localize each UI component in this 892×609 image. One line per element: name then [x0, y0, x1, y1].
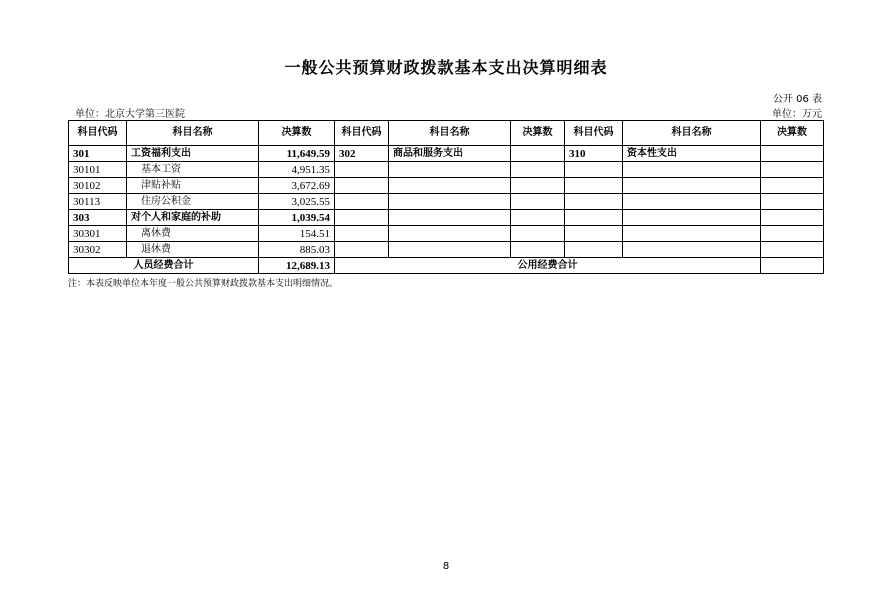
code-cell: 303 [69, 210, 127, 226]
header-cell: 科目名称 [127, 121, 259, 146]
value-cell [761, 146, 824, 162]
code-cell: 302 [335, 146, 389, 162]
name-cell: 工资福利支出 [127, 146, 259, 162]
value-cell [511, 194, 565, 210]
value-cell [761, 210, 824, 226]
value-cell [761, 242, 824, 258]
header-cell: 科目名称 [389, 121, 511, 146]
value-cell [511, 178, 565, 194]
value-cell: 3,025.55 [259, 194, 335, 210]
table-row [69, 194, 824, 210]
value-cell [761, 162, 824, 178]
code-cell [335, 210, 389, 226]
value-cell: 4,951.35 [259, 162, 335, 178]
name-cell [389, 178, 511, 194]
name-cell: 离休费 [127, 226, 259, 242]
value-cell [511, 162, 565, 178]
value-cell: 885.03 [259, 242, 335, 258]
name-cell [389, 162, 511, 178]
name-cell: 退休费 [127, 242, 259, 258]
code-cell [335, 226, 389, 242]
table-row [69, 178, 824, 194]
table-header-row [69, 121, 824, 146]
table-row [69, 146, 824, 162]
unit-name: 单位：北京大学第三医院 [75, 109, 185, 120]
header-cell: 科目代码 [335, 121, 389, 146]
form-number: 公开 06 表 [772, 94, 822, 105]
table-row [69, 162, 824, 178]
header-cell: 决算数 [511, 121, 565, 146]
name-cell [623, 162, 761, 178]
value-cell [511, 242, 565, 258]
value-cell [511, 226, 565, 242]
value-cell [511, 146, 565, 162]
table-row [69, 242, 824, 258]
table-row [69, 226, 824, 242]
name-cell [389, 194, 511, 210]
name-cell [389, 242, 511, 258]
header-cell: 决算数 [761, 121, 824, 146]
personnel-total-value: 12,689.13 [259, 258, 335, 274]
name-cell [623, 242, 761, 258]
value-cell: 1,039.54 [259, 210, 335, 226]
table-row [69, 210, 824, 226]
personnel-total-label: 人员经费合计 [69, 258, 259, 274]
code-cell: 310 [565, 146, 623, 162]
code-cell [565, 242, 623, 258]
value-cell [761, 178, 824, 194]
name-cell [623, 194, 761, 210]
value-cell [761, 226, 824, 242]
name-cell: 基本工资 [127, 162, 259, 178]
name-cell [389, 210, 511, 226]
page-number: 8 [442, 561, 450, 572]
code-cell [335, 162, 389, 178]
code-cell [565, 210, 623, 226]
name-cell [623, 226, 761, 242]
code-cell: 30101 [69, 162, 127, 178]
code-cell: 30113 [69, 194, 127, 210]
header-cell: 决算数 [259, 121, 335, 146]
name-cell [389, 226, 511, 242]
name-cell: 津贴补贴 [127, 178, 259, 194]
header-cell: 科目代码 [565, 121, 623, 146]
name-cell [623, 210, 761, 226]
public-total-value [761, 258, 824, 274]
totals-row [69, 258, 824, 274]
currency-unit: 单位：万元 [772, 109, 822, 120]
value-cell: 154.51 [259, 226, 335, 242]
value-cell [761, 194, 824, 210]
expenditure-table [68, 120, 824, 274]
code-cell [565, 178, 623, 194]
name-cell: 资本性支出 [623, 146, 761, 162]
value-cell [511, 210, 565, 226]
code-cell: 30301 [69, 226, 127, 242]
code-cell [335, 194, 389, 210]
code-cell [565, 162, 623, 178]
code-cell [335, 242, 389, 258]
code-cell: 301 [69, 146, 127, 162]
name-cell [623, 178, 761, 194]
code-cell: 30102 [69, 178, 127, 194]
value-cell: 3,672.69 [259, 178, 335, 194]
header-cell: 科目代码 [69, 121, 127, 146]
code-cell [565, 226, 623, 242]
public-total-label: 公用经费合计 [335, 258, 761, 274]
code-cell: 30302 [69, 242, 127, 258]
page-title: 一般公共预算财政拨款基本支出决算明细表 [284, 58, 608, 77]
code-cell [565, 194, 623, 210]
value-cell: 11,649.59 [259, 146, 335, 162]
footnote: 注：本表反映单位本年度一般公共预算财政拨款基本支出明细情况。 [68, 279, 339, 289]
name-cell: 商品和服务支出 [389, 146, 511, 162]
name-cell: 住房公积金 [127, 194, 259, 210]
name-cell: 对个人和家庭的补助 [127, 210, 259, 226]
header-cell: 科目名称 [623, 121, 761, 146]
code-cell [335, 178, 389, 194]
